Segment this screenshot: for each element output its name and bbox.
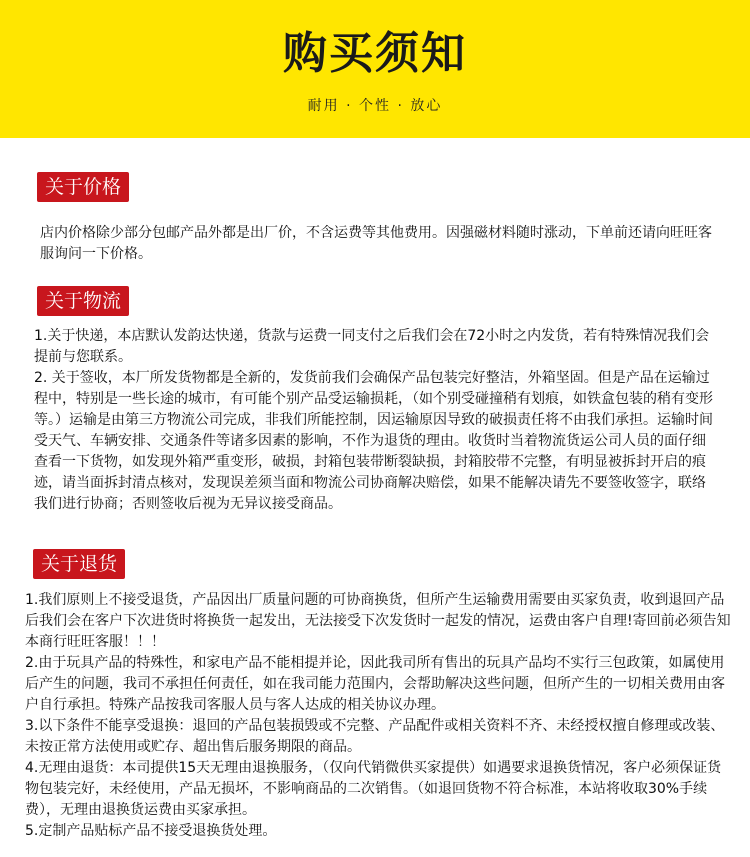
section-body-logistics bbox=[34, 326, 716, 515]
section-heading-logistics: 关于物流 bbox=[37, 286, 129, 316]
paragraph: 3.以下条件不能享受退换：退回的产品包装损毁或不完整、产品配件或相关资料不齐、未经授权擅自修理或改装、未按正常方法使用或贮存、超出售后服务期限的商品。 bbox=[25, 718, 725, 755]
page-subtitle: 耐用 · 个性 · 放心 bbox=[307, 98, 443, 114]
paragraph: 1.关于快递，本店默认发韵达快递，货款与运费一同支付之后我们会在72小时之内发货，若有特殊情况我们会提前与您联系。 bbox=[34, 328, 710, 365]
paragraph: 4.无理由退货：本司提供15天无理由退换服务，（仅向代销微供买家提供）如遇要求退换货情况，客户必须保证货物包装完好，未经使用，产品无损坏，不影响商品的二次销售。（如退回货物不符合标准，本站将收取30%手续费），无理由退换货运费由买家承担。 bbox=[25, 760, 722, 818]
page-title: 购买须知 bbox=[283, 28, 467, 79]
paragraph: 2. 关于签收，本厂所发货物都是全新的，发货前我们会确保产品包装完好整洁，外箱坚固。但是产品在运输过程中，特别是一些长途的城市，有可能个别产品受运输损耗，（如个别受碰撞稍有划痕，如铁盒包装的稍有变形等。）运输是由第三方物流公司完成，非我们所能控制，因运输原因导致的破损责任将不由我们承担。运输时间受天气、车辆安排、交通条件等诸多因素的影响，不作为退货的理由。收货时当着物流货运公司人员的面仔细查看一下货物，如发现外箱严重变形，破损，封箱包装带断裂缺损，封箱胶带不完整，有明显被拆封开启的痕迹，请当面拆封清点核对，发现误差须当面和物流公司协商解决赔偿，如果不能解决请先不要签收签字，联络我们进行协商；否则签收后视为无异议接受商品。 bbox=[34, 370, 713, 512]
section-body-returns bbox=[25, 590, 732, 842]
header-banner bbox=[0, 0, 750, 138]
section-heading-returns: 关于退货 bbox=[33, 549, 125, 579]
section-heading-price: 关于价格 bbox=[37, 172, 129, 202]
paragraph: 2.由于玩具产品的特殊性，和家电产品不能相提并论，因此我司所有售出的玩具产品均不实行三包政策，如属使用后产生的问题，我司不承担任何责任，如在我司能力范围内，会帮助解决这些问题，但所产生的一切相关费用由客户自行承担。特殊产品按我司客服人员与客人达成的相关协议办理。 bbox=[25, 655, 725, 713]
section-body-price bbox=[40, 223, 716, 265]
paragraph: 5.定制产品贴标产品不接受退换货处理。 bbox=[25, 823, 277, 839]
paragraph: 1.我们原则上不接受退货，产品因出厂质量问题的可协商换货，但所产生运输费用需要由买家负责，收到退回产品后我们会在客户下次进货时将换货一起发出，无法接受下次发货时一起发的情况，运费由客户自理!寄回前必须告知本商行旺旺客服！！！ bbox=[25, 592, 731, 650]
paragraph: 店内价格除少部分包邮产品外都是出厂价，不含运费等其他费用。因强磁材料随时涨动，下单前还请向旺旺客服询问一下价格。 bbox=[40, 225, 712, 262]
